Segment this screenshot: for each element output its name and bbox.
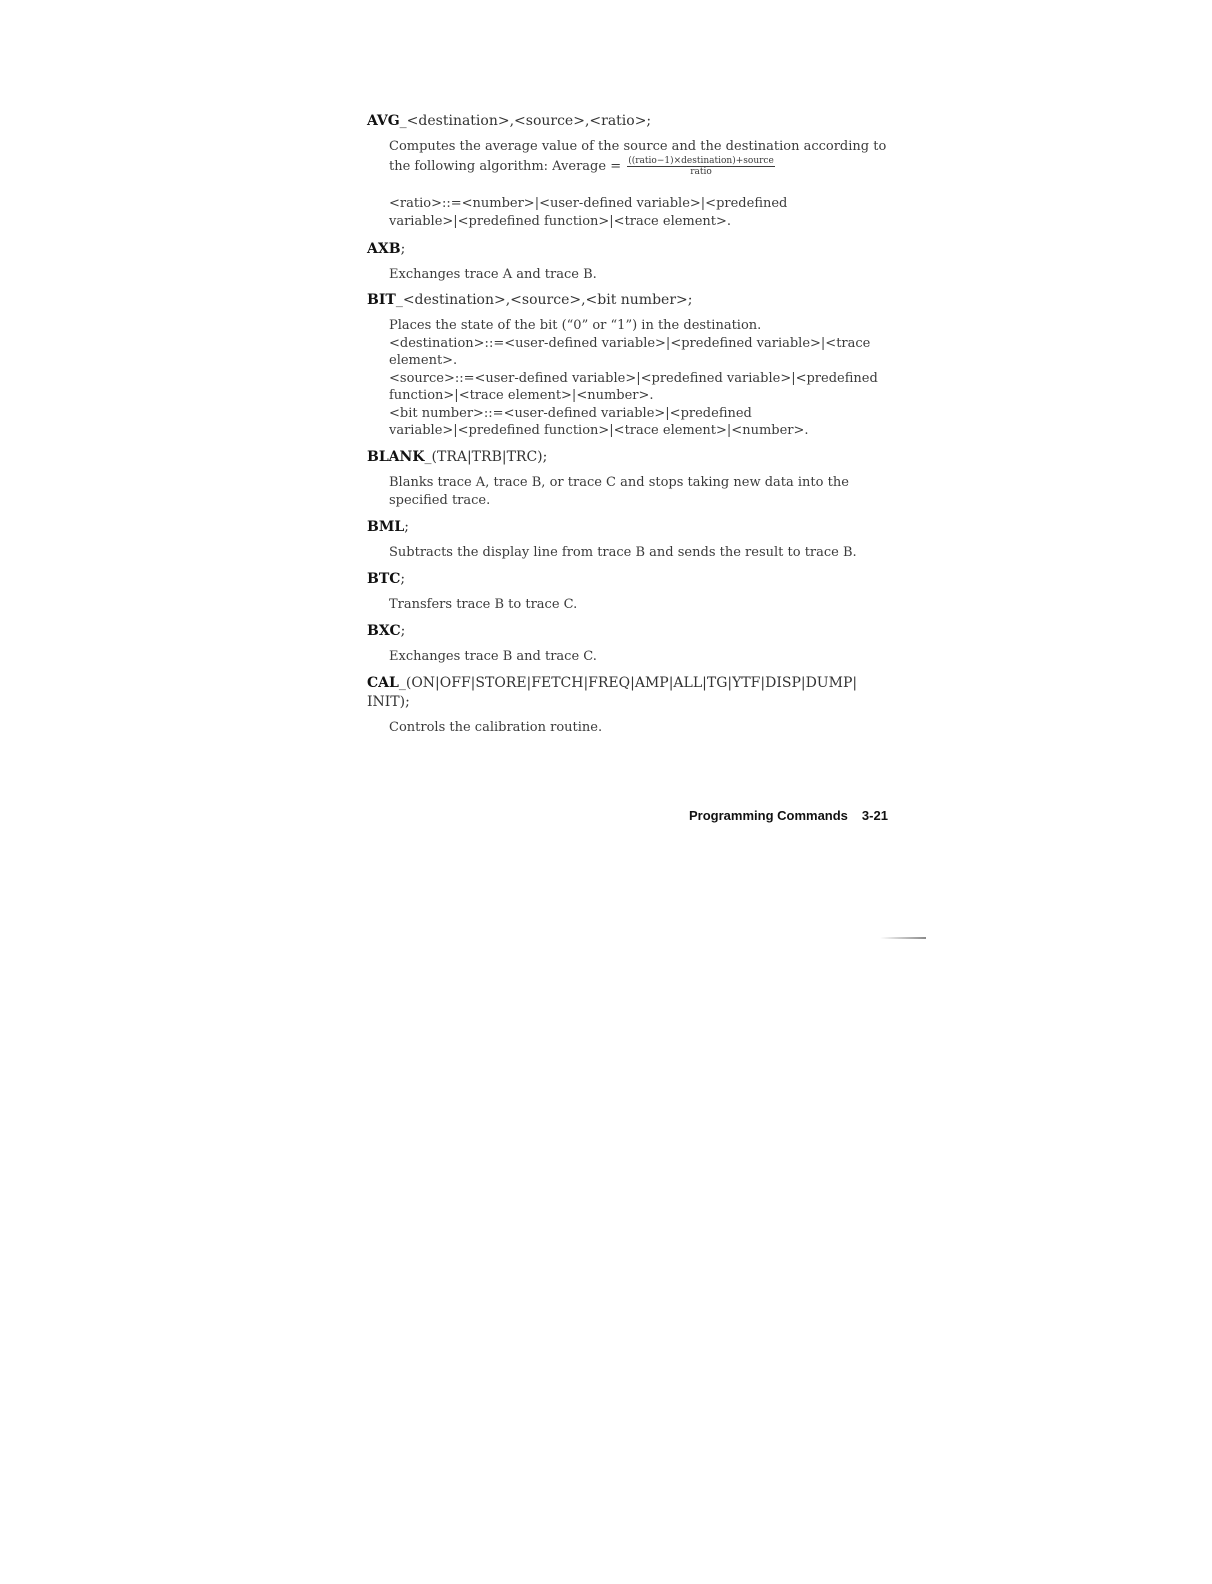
description-line: Exchanges trace A and trace B. <box>389 267 597 282</box>
command-args: _<destination>,<source>,<bit number>; <box>395 292 693 308</box>
command-bit <box>367 291 692 310</box>
command-blank <box>367 448 547 467</box>
description-line: Exchanges trace B and trace C. <box>389 649 597 664</box>
command-args: ; <box>400 571 406 587</box>
description-avg-ratio <box>389 195 787 230</box>
formula-numerator: ((ratio−1)×destination)+source <box>628 155 774 166</box>
page-number: 3-21 <box>861 808 888 823</box>
command-name: BLANK <box>367 449 425 465</box>
description-line: Blanks trace A, trace B, or trace C and stops taking new data into the <box>389 475 849 490</box>
description-line: Places the state of the bit (“0” or “1”) in the destination. <box>389 318 762 333</box>
description-line: Computes the average value of the source and the destination according to <box>389 139 887 154</box>
description-line: <ratio>::=<number>|<user-defined variable>|<predefined <box>389 196 788 211</box>
average-formula <box>627 156 775 177</box>
command-btc <box>367 570 405 589</box>
description-line: Transfers trace B to trace C. <box>389 597 578 612</box>
command-args: ; <box>404 519 409 535</box>
description-line: element>. <box>389 353 458 368</box>
description-bml <box>389 544 857 562</box>
description-avg <box>389 138 886 177</box>
command-args: _(TRA|TRB|TRC); <box>424 449 548 465</box>
description-line: variable>|<predefined function>|<trace element>|<number>. <box>389 423 809 438</box>
command-name: BIT <box>367 292 396 308</box>
command-axb <box>367 240 405 259</box>
command-cal <box>367 674 857 693</box>
command-bml <box>367 518 409 537</box>
command-name: AXB <box>367 241 401 257</box>
description-blank <box>389 474 849 509</box>
command-cal-continued <box>367 693 410 712</box>
description-line: <bit number>::=<user-defined variable>|<predefined <box>389 405 752 421</box>
command-name: BML <box>367 519 405 535</box>
description-line: <source>::=<user-defined variable>|<predefined variable>|<predefined <box>389 370 878 386</box>
description-line <box>389 156 886 177</box>
description-line: <destination>::=<user-defined variable>|<predefined variable>|<trace <box>389 335 871 351</box>
description-axb <box>389 266 597 284</box>
description-btc <box>389 596 577 614</box>
page-footer <box>689 808 888 823</box>
command-args: _(ON|OFF|STORE|FETCH|FREQ|AMP|ALL|TG|YTF|DISP|DUMP| <box>398 675 858 691</box>
command-name: BTC <box>367 571 401 587</box>
description-line: variable>|<predefined function>|<trace element>. <box>389 213 732 229</box>
formula-denominator: ratio <box>690 166 712 177</box>
description-bit <box>389 317 878 440</box>
command-args: ; <box>400 241 406 257</box>
command-avg <box>367 112 651 131</box>
command-bxc <box>367 622 405 641</box>
command-args: INIT); <box>367 694 410 710</box>
command-args: ; <box>400 623 406 639</box>
section-title: Programming Commands <box>689 808 848 823</box>
command-name: BXC <box>367 623 401 639</box>
command-args: _<destination>,<source>,<ratio>; <box>399 113 652 129</box>
command-name: AVG <box>367 113 400 129</box>
description-line: specified trace. <box>389 492 491 508</box>
description-text: the following algorithm: Average = <box>389 158 622 174</box>
description-cal <box>389 719 602 737</box>
description-line: function>|<trace element>|<number>. <box>389 388 654 403</box>
scan-artifact <box>880 937 926 939</box>
description-line: Subtracts the display line from trace B and sends the result to trace B. <box>389 545 857 560</box>
command-name: CAL <box>367 675 399 691</box>
description-bxc <box>389 648 597 666</box>
description-line: Controls the calibration routine. <box>389 720 603 735</box>
